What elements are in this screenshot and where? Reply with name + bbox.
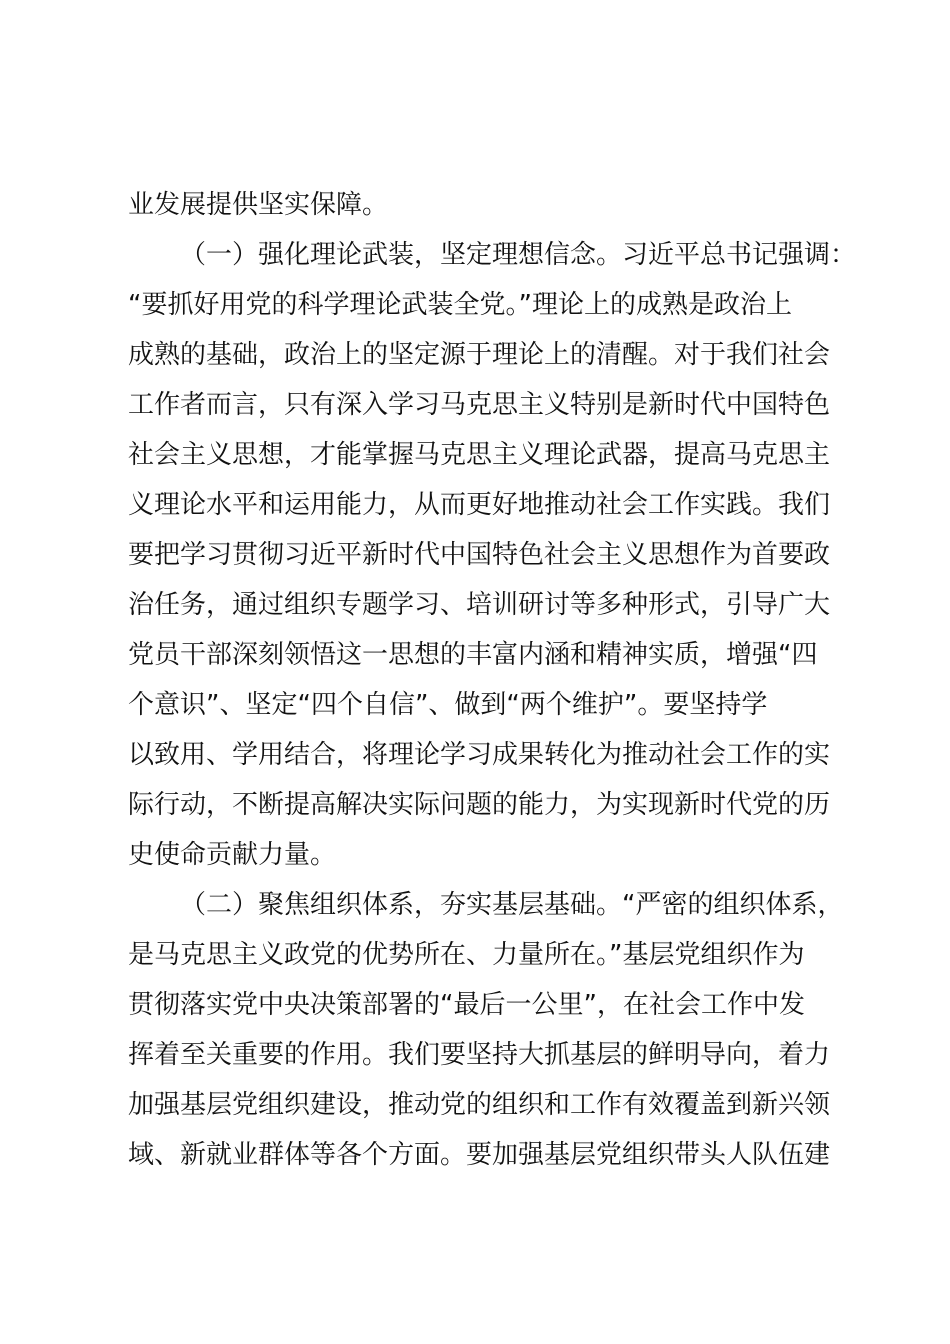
text-line: 史使命贡献力量。 [128, 840, 337, 870]
section-heading-line: （二）聚焦组织体系，夯实基层基础。“严密的组织体系， [180, 890, 844, 920]
text-line: 是马克思主义政党的优势所在、力量所在。”基层党组织作为 [128, 940, 805, 970]
text-line: 党员干部深刻领悟这一思想的丰富内涵和精神实质，增强“四 [128, 640, 818, 670]
text-line: 成熟的基础，政治上的坚定源于理论上的清醒。对于我们社会 [128, 340, 831, 370]
text-line: 治任务，通过组织专题学习、培训研讨等多种形式，引导广大 [128, 590, 831, 620]
text-line: 挥着至关重要的作用。我们要坚持大抓基层的鲜明导向，着力 [128, 1040, 831, 1070]
text-line: 域、新就业群体等各个方面。要加强基层党组织带头人队伍建 [128, 1140, 831, 1170]
text-line: 社会主义思想，才能掌握马克思主义理论武器，提高马克思主 [128, 440, 831, 470]
body-text [128, 180, 868, 1180]
text-line: 义理论水平和运用能力，从而更好地推动社会工作实践。我们 [128, 490, 831, 520]
section-heading-line: （一）强化理论武装，坚定理想信念。习近平总书记强调： [180, 240, 857, 270]
text-line: 加强基层党组织建设，推动党的组织和工作有效覆盖到新兴领 [128, 1090, 831, 1120]
text-line: 工作者而言，只有深入学习马克思主义特别是新时代中国特色 [128, 390, 831, 420]
text-line: 要把学习贯彻习近平新时代中国特色社会主义思想作为首要政 [128, 540, 831, 570]
text-line: 业发展提供坚实保障。 [128, 190, 389, 220]
text-line: 以致用、学用结合，将理论学习成果转化为推动社会工作的实 [128, 740, 831, 770]
text-line: “要抓好用党的科学理论武装全党。”理论上的成熟是政治上 [128, 290, 792, 320]
text-line: 个意识”、坚定“四个自信”、做到“两个维护”。要坚持学 [128, 690, 768, 720]
text-line: 贯彻落实党中央决策部署的“最后一公里”，在社会工作中发 [128, 990, 805, 1020]
text-line: 际行动，不断提高解决实际问题的能力，为实现新时代党的历 [128, 790, 831, 820]
